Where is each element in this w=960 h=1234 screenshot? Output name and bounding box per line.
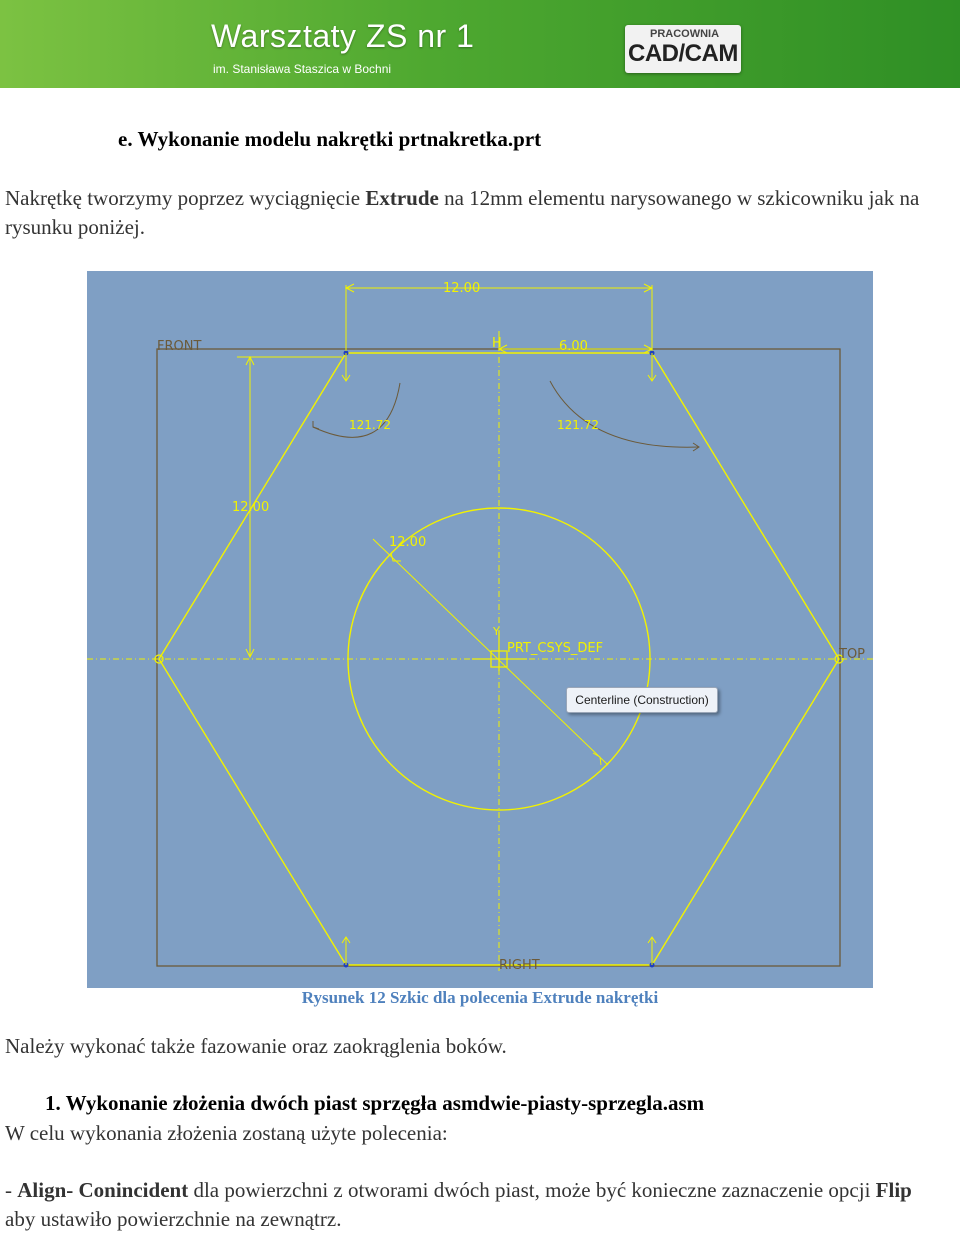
banner-subtitle: im. Stanisława Staszica w Bochni — [213, 62, 392, 76]
label-top: TOP — [839, 647, 866, 662]
bullet-text-2: aby ustawiło powierzchnie na zewnątrz. — [5, 1207, 342, 1231]
label-y: Y — [493, 625, 500, 638]
align-bullet — [5, 1176, 935, 1234]
bullet-bold-align: Align- Conincident — [17, 1178, 189, 1202]
section-e-paragraph — [5, 184, 935, 242]
centerline-tooltip: Centerline (Construction) — [566, 687, 718, 713]
sketch-figure — [87, 271, 873, 988]
logo-big-text: CAD/CAM — [628, 40, 738, 67]
bullet-bold-flip: Flip — [875, 1178, 912, 1202]
label-h: H — [492, 336, 502, 351]
para-bold-extrude: Extrude — [365, 186, 439, 210]
fillet-paragraph: Należy wykonać także fazowanie oraz zaokrąglenia boków. — [5, 1034, 507, 1058]
section-1-heading: 1. Wykonanie złożenia dwóch piast sprzęgła asmdwie-piasty-sprzegla.asm — [45, 1091, 705, 1115]
dim-width-text: 12.00 — [443, 281, 481, 296]
dim-diameter-text: 12.00 — [389, 535, 427, 550]
figure-caption: Rysunek 12 Szkic dla polecenia Extrude nakrętki — [301, 988, 659, 1007]
para-prefix: Nakrętkę tworzymy poprzez wyciągnięcie — [5, 186, 366, 210]
label-csys: PRT_CSYS_DEF — [507, 641, 604, 656]
header-banner — [0, 0, 960, 88]
dim-height-text: 12.00 — [232, 500, 270, 515]
section-e-heading: e. Wykonanie modelu nakrętki prtnakretka.prt — [118, 127, 542, 151]
label-right: RIGHT — [499, 958, 540, 973]
logo-small-text: PRACOWNIA — [650, 28, 720, 40]
sketch-background — [87, 271, 873, 988]
label-front: FRONT — [157, 339, 202, 354]
bullet-dash: - — [5, 1178, 18, 1202]
section-1-intro: W celu wykonania złożenia zostaną użyte polecenia: — [5, 1121, 448, 1145]
banner-title: Warsztaty ZS nr 1 — [211, 18, 475, 54]
bullet-text-1: dla powierzchni z otworami dwóch piast, może być konieczne zaznaczenie opcji — [188, 1178, 876, 1202]
dim-half-text: 6.00 — [559, 339, 588, 354]
dim-angle-right-text: 121.72 — [557, 418, 599, 432]
para-suffix: na 12mm elementu narysowanego w szkicowniku jak na rysunku poniżej. — [5, 186, 920, 239]
dim-angle-left-text: 121.72 — [349, 418, 391, 432]
